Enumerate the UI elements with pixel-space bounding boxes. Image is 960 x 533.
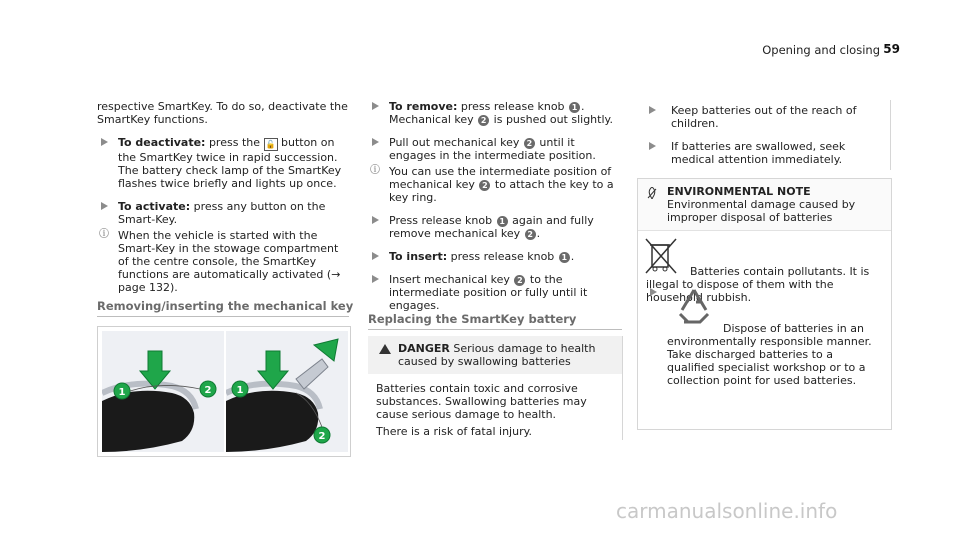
warning-text: If batteries are swallowed, seek medical attention immediately. <box>671 140 846 166</box>
step-text: . <box>570 250 575 263</box>
callout-badge: 2 <box>525 229 536 240</box>
warning-continuation-box <box>637 100 891 170</box>
intro-paragraph: respective SmartKey. To do so, deactivate the SmartKey functions. <box>97 100 348 126</box>
step-insert-key <box>368 273 624 312</box>
lock-button-icon: 🔓 <box>264 138 278 151</box>
step-text: Pull out mechanical key <box>389 136 520 149</box>
environmental-note-box <box>637 178 892 430</box>
step-text: button on the SmartKey twice in rapid succession. <box>118 136 338 164</box>
step-arrow-icon <box>372 102 379 110</box>
danger-text: There is a risk of fatal injury. <box>376 425 533 438</box>
step-remove <box>368 100 624 126</box>
warning-item <box>637 104 890 130</box>
figure-panel-right <box>226 331 348 452</box>
step-label: To deactivate: <box>118 136 206 149</box>
step-text: press any button on the Smart-Key. <box>118 200 326 226</box>
danger-header-text: Serious damage to health caused by swallowing batteries <box>398 342 596 368</box>
warning-text: Keep batteries out of the reach of children. <box>671 104 857 130</box>
danger-header <box>368 336 622 374</box>
crossed-out-bin-icon <box>644 237 678 277</box>
figure-panel-left <box>102 331 224 452</box>
environmental-text: Batteries contain pollutants. It is illegal to dispose of them with the household rubbish. <box>646 265 870 304</box>
section-heading-battery: Replacing the SmartKey battery <box>368 312 577 326</box>
callout-badge: 2 <box>524 138 535 149</box>
step-pull-out <box>368 136 624 162</box>
step-arrow-icon <box>372 138 379 146</box>
step-text: to the intermediate position or fully until it engages. <box>389 273 588 312</box>
environmental-note-header-text: Environmental damage caused by improper disposal of batteries <box>667 198 856 224</box>
step-text: until it engages in the intermediate position. <box>389 136 596 162</box>
step-arrow-icon <box>101 202 108 210</box>
key-illustration-figure <box>97 326 351 457</box>
step-text: press release knob <box>450 250 555 263</box>
step-arrow-icon <box>649 142 656 150</box>
callout-2: 2 <box>318 431 326 442</box>
section-heading-mechanical-key: Removing/inserting the mechanical key <box>97 299 354 313</box>
danger-label: DANGER <box>398 342 450 355</box>
step-text: press release knob <box>460 100 565 113</box>
step-deactivate <box>97 136 349 190</box>
environmental-text: Dispose of batteries in an environmentally responsible manner. Take discharged batteries to a qualified specialist workshop or to a collection point for used batteries. <box>667 322 872 387</box>
step-arrow-icon <box>372 275 379 283</box>
leaf-icon <box>647 187 657 199</box>
callout-2: 2 <box>204 385 212 396</box>
step-text: again and fully remove mechanical key <box>389 214 594 240</box>
step-text: press the <box>208 136 260 149</box>
section-rule <box>368 329 622 330</box>
danger-body <box>368 374 622 438</box>
warning-triangle-icon <box>379 344 391 354</box>
callout-badge: 1 <box>569 102 580 113</box>
callout-1: 1 <box>236 385 244 396</box>
step-text: . <box>536 227 541 240</box>
info-note <box>368 165 624 204</box>
info-note <box>97 229 349 294</box>
danger-text: Batteries contain toxic and corrosive substances. Swallowing batteries may cause serious damage to health. <box>376 382 587 421</box>
step-label: To remove: <box>389 100 458 113</box>
step-arrow-icon <box>649 106 656 114</box>
step-text: is pushed out slightly. <box>493 113 613 126</box>
watermark: carmanualsonline.info <box>616 499 838 523</box>
info-icon: ⓘ <box>370 165 380 176</box>
environmental-note-body <box>638 231 891 387</box>
environmental-note-header <box>638 179 891 231</box>
key-removal-illustration <box>102 331 224 452</box>
column-2 <box>368 96 624 312</box>
step-label: To activate: <box>118 200 191 213</box>
step-text: Insert mechanical key <box>389 273 510 286</box>
environmental-step <box>646 286 883 387</box>
step-text: . Mechanical key <box>389 100 585 126</box>
step-activate <box>97 200 349 226</box>
info-text: When the vehicle is started with the Smart-Key in the stowage compartment of the centre console, the SmartKey functions are automatically activated (→ page 132). <box>118 229 341 294</box>
step-text: Press release knob <box>389 214 493 227</box>
callout-badge: 2 <box>479 180 490 191</box>
key-pulled-out-illustration <box>226 331 348 452</box>
recycling-icon <box>674 286 714 326</box>
environmental-note-label: ENVIRONMENTAL NOTE <box>667 185 811 198</box>
section-rule <box>97 316 349 317</box>
step-insert <box>368 250 624 263</box>
callout-badge: 2 <box>478 115 489 126</box>
step-arrow-icon <box>650 288 657 296</box>
running-header: Opening and closing <box>762 43 880 57</box>
info-text: You can use the intermediate position of mechanical key <box>389 165 612 191</box>
step-label: To insert: <box>389 250 448 263</box>
callout-badge: 1 <box>497 216 508 227</box>
callout-badge: 1 <box>559 252 570 263</box>
step-arrow-icon <box>372 252 379 260</box>
step-arrow-icon <box>372 216 379 224</box>
callout-badge: 2 <box>514 275 525 286</box>
info-text: to attach the key to a key ring. <box>389 178 614 204</box>
column-1 <box>97 100 349 294</box>
step-text: The battery check lamp of the SmartKey flashes twice briefly and lights up once. <box>118 164 342 190</box>
step-press-release <box>368 214 624 240</box>
warning-item <box>637 140 890 166</box>
danger-box <box>368 336 623 440</box>
step-arrow-icon <box>101 138 108 146</box>
page-number: 59 <box>883 42 900 56</box>
callout-1: 1 <box>118 387 126 398</box>
info-icon: ⓘ <box>99 229 109 240</box>
